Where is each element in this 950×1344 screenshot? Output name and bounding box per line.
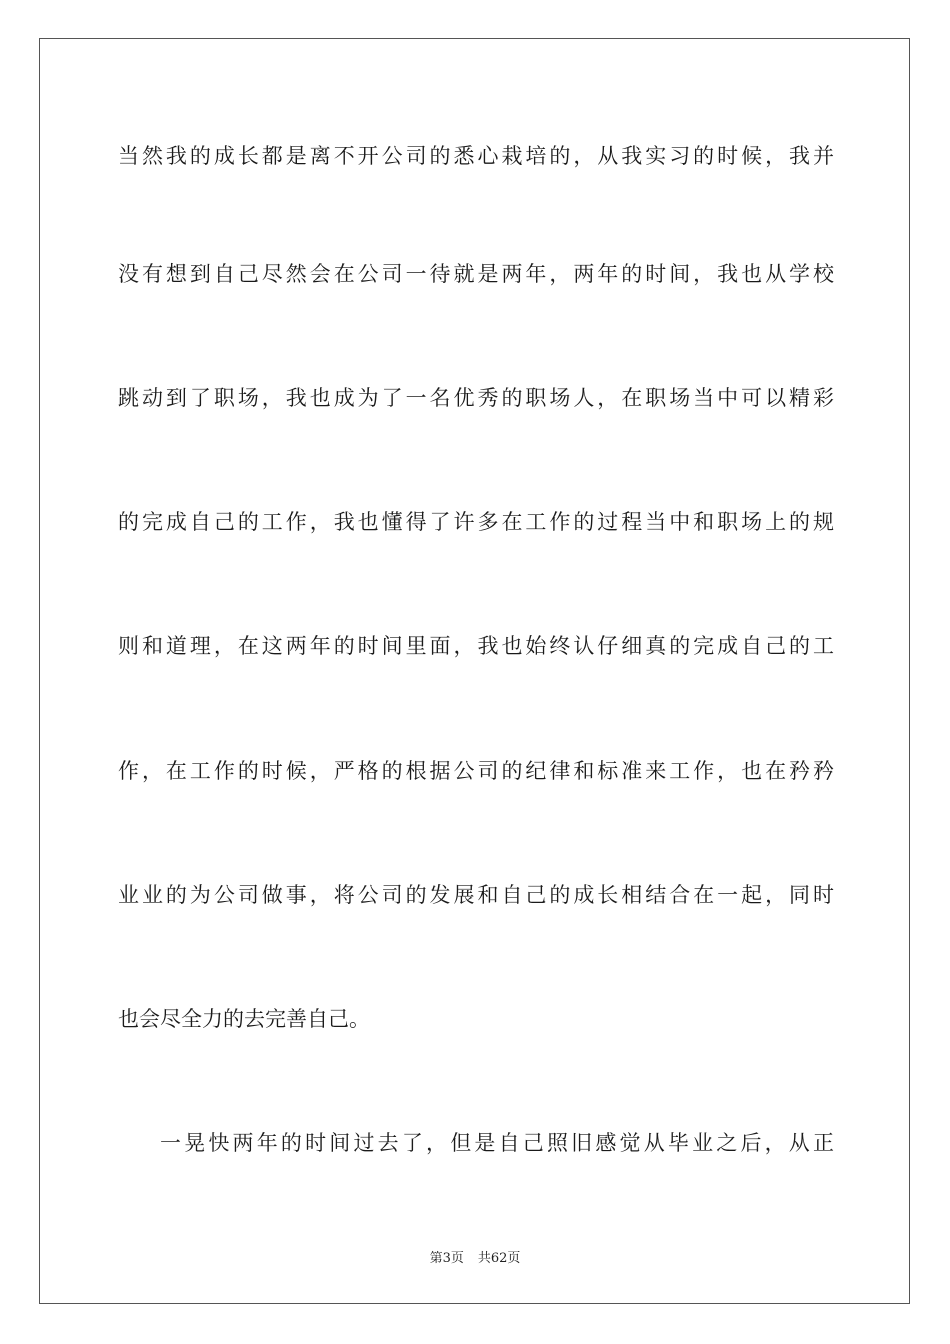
page-footer	[0, 1247, 950, 1266]
body-line-2: 没有想到自己尽然会在公司一待就是两年，两年的时间，我也从学校	[118, 262, 834, 286]
body-line-8: 也会尽全力的去完善自己。	[118, 1007, 370, 1031]
page-total: 共62页	[477, 1251, 521, 1266]
body-line-3: 跳动到了职场，我也成为了一名优秀的职场人，在职场当中可以精彩	[118, 386, 834, 410]
body-line-4: 的完成自己的工作，我也懂得了许多在工作的过程当中和职场上的规	[118, 510, 834, 534]
body-line-6: 作，在工作的时候，严格的根据公司的纪律和标准来工作，也在矜矜	[118, 759, 834, 783]
body-line-5: 则和道理，在这两年的时间里面，我也始终认仔细真的完成自己的工	[118, 634, 834, 658]
body-line-7: 业业的为公司做事，将公司的发展和自己的成长相结合在一起，同时	[118, 883, 834, 907]
body-line-1: 当然我的成长都是离不开公司的悉心栽培的，从我实习的时候，我并	[118, 144, 834, 168]
body-line-9: 一晃快两年的时间过去了，但是自己照旧感觉从毕业之后，从正	[160, 1131, 834, 1155]
page-number: 第3页	[429, 1251, 464, 1266]
page-border	[39, 38, 910, 1304]
